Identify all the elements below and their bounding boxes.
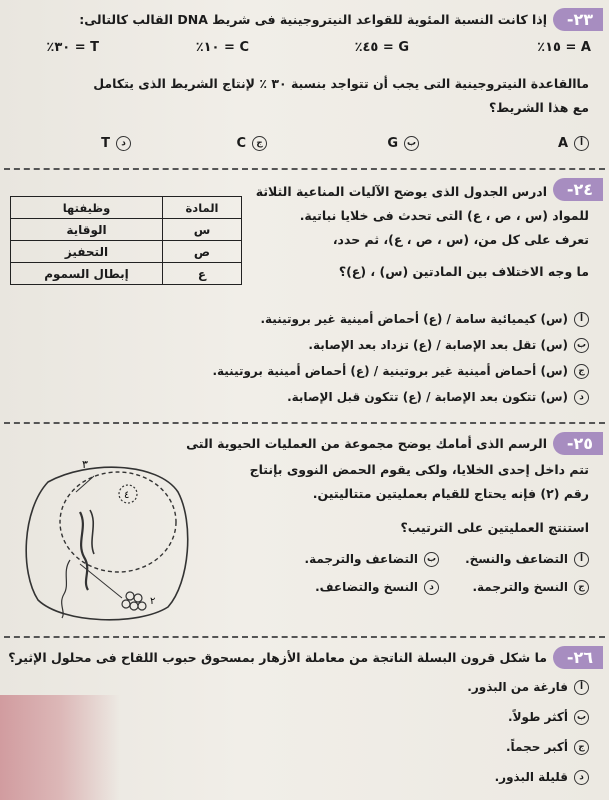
option-text: (س) كيميائية سامة / (ع) أحماض أمينية غير بروتينية. <box>260 312 568 326</box>
ratio-a: ٪١٥ = A <box>537 40 591 55</box>
pointer-line <box>76 476 94 492</box>
q26-option-d[interactable] <box>495 770 589 785</box>
option-text: قليلة البذور. <box>494 770 568 784</box>
option-text: النسخ والتضاعف. <box>315 580 418 594</box>
dna-strand-copy <box>90 510 94 554</box>
option-marker-c: ج <box>574 580 589 595</box>
table-cell: ع <box>163 263 242 285</box>
q25-stem-line3: رقم (٢) فإنه يحتاج للقيام بعمليتين متتاليتين. <box>312 486 589 501</box>
q23-option-b[interactable] <box>387 136 419 151</box>
table-row <box>11 241 242 263</box>
option-text: (س) أحماض أمينية غير بروتينية / (ع) أحماض أمينية بروتينية. <box>212 364 568 378</box>
q26-option-b[interactable] <box>508 710 589 725</box>
q24-table <box>10 196 242 285</box>
diagram-label-4: ٤ <box>124 490 130 501</box>
q25-stem-line1: الرسم الذى أمامك يوضح مجموعة من العمليات الحيوية التى <box>186 436 547 451</box>
q23-question-line2: مع هذا الشريط؟ <box>489 100 589 115</box>
q26-stem: ما شكل قرون البسلة الناتجة من معاملة الأزهار بمسحوق حبوب اللقاح فى محلول الإثير؟ <box>8 650 547 665</box>
option-marker-a: أ <box>574 680 589 695</box>
table-row <box>11 219 242 241</box>
ratio-g: ٪٤٥ = G <box>354 40 409 55</box>
table-row <box>11 263 242 285</box>
q24-stem-line1: ادرس الجدول الذى يوضح الآليات المناعية الثلاثة <box>255 184 547 199</box>
q24-option-d[interactable] <box>287 390 589 405</box>
option-text: أكثر طولاً. <box>508 710 568 724</box>
option-text: (س) تتكون بعد الإصابة / (ع) تتكون قبل الإصابة. <box>287 390 568 404</box>
option-text: التضاعف والترجمة. <box>304 552 418 566</box>
option-marker-c: ج <box>252 136 267 151</box>
q24-option-c[interactable] <box>212 364 589 379</box>
table-cell: التحفيز <box>11 241 163 263</box>
option-marker-d: د <box>424 580 439 595</box>
cell-diagram <box>18 452 194 628</box>
q26-option-a[interactable] <box>467 680 589 695</box>
q24-stem-line3: تعرف على كل من، (س ، ص ، ع)، ثم حدد، <box>332 232 589 247</box>
table-cell: ص <box>163 241 242 263</box>
option-text: فارغة من البذور. <box>467 680 568 694</box>
q23-option-a[interactable] <box>558 136 589 151</box>
option-text: T <box>101 136 110 151</box>
q24-stem-line4: ما وجه الاختلاف بين المادتين (س) ، (ع)؟ <box>338 264 589 279</box>
separator <box>4 422 605 424</box>
option-text: التضاعف والنسخ. <box>465 552 568 566</box>
q24-option-a[interactable] <box>260 312 589 327</box>
q23-question-line1: ماالقاعدة النيتروجينية التى يجب أن تتواجد بنسبة ٣٠ ٪ لإنتاج الشريط الذى يتكامل <box>93 76 589 91</box>
q24-stem-line2: للمواد (س ، ص ، ع) التى تحدث فى خلايا نباتية. <box>299 208 589 223</box>
mrna-strand <box>62 560 70 618</box>
q23-option-d[interactable] <box>101 136 131 151</box>
option-text: C <box>236 136 246 151</box>
option-text: G <box>387 136 398 151</box>
q26-option-c[interactable] <box>506 740 589 755</box>
option-marker-a: أ <box>574 552 589 567</box>
q25-option-a[interactable] <box>465 552 589 567</box>
option-marker-d: د <box>574 390 589 405</box>
question-number-25: -٢٥ <box>553 432 603 455</box>
q23-stem: إذا كانت النسبة المئوية للقواعد النيتروجينية فى شريط DNA القالب كالتالى: <box>79 12 547 27</box>
table-header-row <box>11 197 242 219</box>
option-marker-b: ب <box>574 710 589 725</box>
option-text: A <box>557 136 568 151</box>
q25-option-d[interactable] <box>315 580 439 595</box>
table-cell: س <box>163 219 242 241</box>
ratio-t: ٪٣٠ = T <box>46 40 99 55</box>
q24-option-b[interactable] <box>308 338 589 353</box>
option-marker-d: د <box>116 136 131 151</box>
ribosome-chain <box>122 592 146 610</box>
diagram-label-3: ٣ <box>82 458 88 471</box>
separator <box>4 168 605 170</box>
blurred-corner <box>0 695 120 800</box>
question-number-24: -٢٤ <box>553 178 603 201</box>
ratio-c: ٪١٠ = C <box>195 40 249 55</box>
option-marker-c: ج <box>574 740 589 755</box>
table-cell: الوقاية <box>11 219 163 241</box>
dna-strand <box>80 512 88 590</box>
table-cell: إبطال السموم <box>11 263 163 285</box>
separator <box>4 636 605 638</box>
nucleus-envelope <box>60 472 176 572</box>
option-marker-a: أ <box>574 312 589 327</box>
option-text: أكبر حجماً. <box>505 740 568 754</box>
option-marker-c: ج <box>574 364 589 379</box>
option-marker-b: ب <box>574 338 589 353</box>
q25-question: استنتج العمليتين على الترتيب؟ <box>400 520 589 535</box>
q25-option-b[interactable] <box>305 552 439 567</box>
q25-option-c[interactable] <box>472 580 589 595</box>
table-header: المادة <box>163 197 242 219</box>
q23-option-c[interactable] <box>236 136 267 151</box>
q25-stem-line2: تتم داخل إحدى الخلايا، ولكى يقوم الحمض النووى بإنتاج <box>249 462 589 477</box>
table-header: وظيفتها <box>11 197 163 219</box>
option-marker-a: أ <box>574 136 589 151</box>
option-marker-d: د <box>574 770 589 785</box>
option-marker-b: ب <box>404 136 419 151</box>
option-text: النسخ والترجمة. <box>472 580 568 594</box>
question-number-23: -٢٣ <box>553 8 603 31</box>
option-text: (س) تقل بعد الإصابة / (ع) تزداد بعد الإصابة. <box>308 338 568 352</box>
option-marker-b: ب <box>424 552 439 567</box>
question-number-26: -٢٦ <box>553 646 603 669</box>
diagram-label-2: ٢ <box>150 596 156 607</box>
